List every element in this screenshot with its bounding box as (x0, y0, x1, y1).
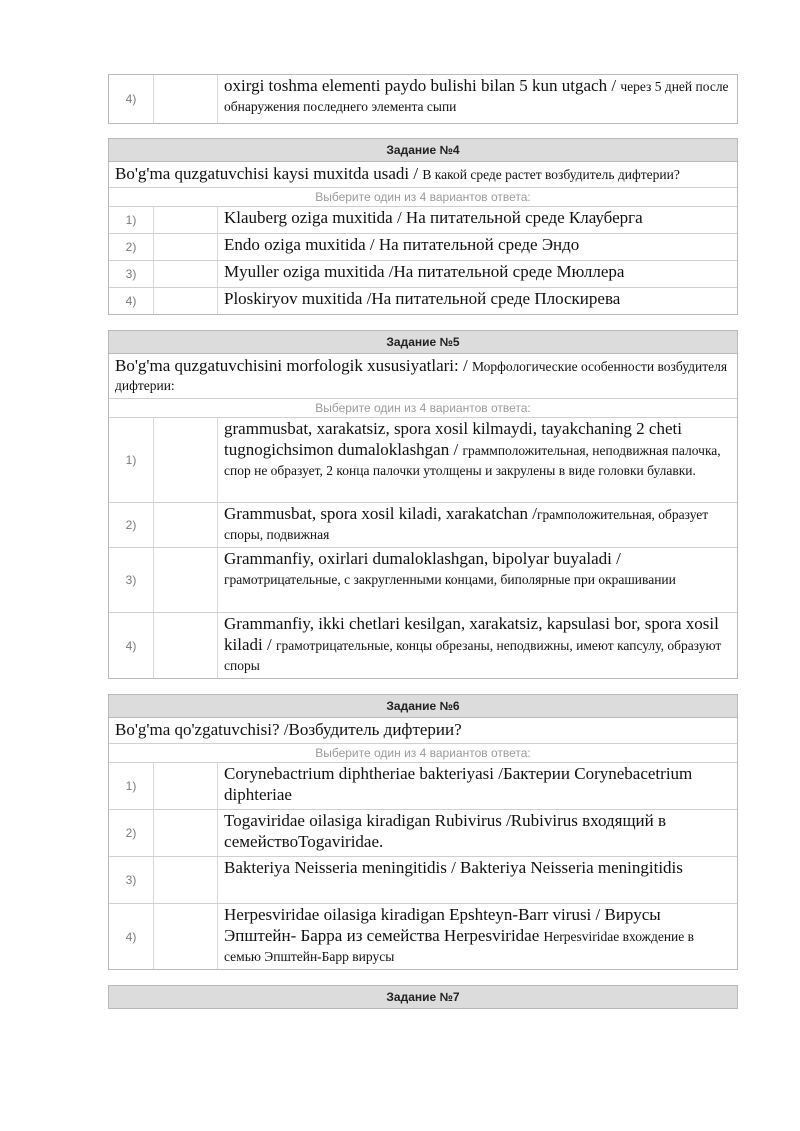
answer-text: Endo oziga muxitida / На питательной среде Эндо (224, 235, 580, 254)
answer-number: 3) (125, 267, 137, 281)
task-4-table (108, 138, 738, 315)
answer-text: oxirgi toshma elementi paydo bulishi bilan 5 kun utgach / через 5 дней после обнаружения последнего элемента сыпи (224, 76, 729, 114)
answer-text: Grammusbat, spora xosil kiladi, xarakatchan /грамположительная, образует споры, подвижная (224, 504, 709, 542)
question-text: Bo'g'ma qo'zgatuvchisi? /Возбудитель дифтерии? (109, 718, 737, 744)
answer-row[interactable] (109, 234, 737, 261)
answer-row[interactable] (109, 261, 737, 288)
answer-main: oxirgi toshma elementi paydo bulishi bilan 5 kun utgach (224, 76, 608, 95)
answer-select-cell[interactable] (153, 75, 218, 123)
task-header: Задание №5 (109, 331, 737, 354)
question-text: Bo'g'ma quzgatuvchisini morfologik xususiyatlari: / Морфологические особенности возбудителя дифтерии: (109, 354, 737, 399)
answer-row[interactable] (109, 418, 737, 503)
answer-select-cell[interactable] (153, 288, 218, 314)
answer-number: 3) (125, 873, 137, 887)
answer-number: 2) (125, 240, 137, 254)
answer-text: Myuller oziga muxitida /На питательной среде Мюллера (224, 262, 625, 281)
task-7-table (108, 985, 738, 1009)
answer-row[interactable] (109, 75, 737, 123)
answer-row[interactable] (109, 503, 737, 548)
answer-select-cell[interactable] (153, 613, 218, 678)
answer-text: Klauberg oziga muxitida / На питательной среде Клауберга (224, 208, 643, 227)
answer-select-cell[interactable] (153, 763, 218, 809)
answer-hint: Выберите один из 4 вариантов ответа: (109, 399, 737, 418)
answer-number: 1) (125, 213, 137, 227)
answer-row[interactable] (109, 857, 737, 904)
answer-select-cell[interactable] (153, 418, 218, 502)
answer-row[interactable] (109, 763, 737, 810)
answer-number: 1) (125, 453, 137, 467)
answer-text: grammusbat, xarakatsiz, spora xosil kilmaydi, tayakchaning 2 cheti tugnogichsimon dumaloklashgan / граммположительная, неподвижная палочка, спор не образует, 2 конца палочки утолщены и закрулены в виде головки булавки. (224, 419, 721, 478)
answer-row[interactable] (109, 207, 737, 234)
answer-row[interactable] (109, 904, 737, 969)
answer-select-cell[interactable] (153, 261, 218, 287)
answer-text: Ploskiryov muxitida /На питательной среде Плоскирева (224, 289, 621, 308)
task-6-table (108, 694, 738, 970)
answer-text: Herpesviridae oilasiga kiradigan Epshteyn-Barr virusi / Вирусы Эпштейн- Барра из семейства Herpesviridae Herpesviridae вхождение в семью Эпштейн-Барр вирусы (224, 905, 695, 964)
answer-select-cell[interactable] (153, 904, 218, 969)
task-header: Задание №6 (109, 695, 737, 718)
answer-select-cell[interactable] (153, 810, 218, 856)
answer-hint: Выберите один из 4 вариантов ответа: (109, 188, 737, 207)
answer-text: Grammanfiy, oxirlari dumaloklashgan, bipolyar buyaladi / грамотрицательные, с закругленными концами, биполярные при окрашивании (224, 549, 676, 587)
answer-select-cell[interactable] (153, 857, 218, 903)
answer-text: Togaviridae oilasiga kiradigan Rubivirus /Rubivirus входящий в семействоTogaviridae. (224, 811, 667, 851)
answer-text: Corynebactrium diphtheriae bakteriyasi /Бактерии Corynebacetrium diphteriae (224, 764, 693, 804)
page (108, 74, 738, 1024)
answer-select-cell[interactable] (153, 234, 218, 260)
answer-number: 4) (125, 294, 137, 308)
answer-row[interactable] (109, 288, 737, 314)
answer-number: 1) (125, 779, 137, 793)
answer-select-cell[interactable] (153, 503, 218, 547)
prev-task-table (108, 74, 738, 124)
answer-text: Grammanfiy, ikki chetlari kesilgan, xarakatsiz, kapsulasi bor, spora xosil kiladi / грамотрицательные, концы обрезаны, неподвижны, имеют капсулу, образуют споры (224, 614, 722, 673)
task-header: Задание №7 (109, 986, 737, 1009)
answer-select-cell[interactable] (153, 548, 218, 612)
answer-number: 2) (125, 826, 137, 840)
answer-row[interactable] (109, 810, 737, 857)
answer-hint: Выберите один из 4 вариантов ответа: (109, 744, 737, 763)
answer-number: 3) (125, 573, 137, 587)
answer-row[interactable] (109, 548, 737, 613)
question-text: Bo'g'ma quzgatuvchisi kaysi muxitda usadi / В какой среде растет возбудитель дифтерии? (109, 162, 737, 188)
answer-number: 2) (125, 518, 137, 532)
answer-number: 4) (125, 638, 137, 653)
answer-row[interactable] (109, 613, 737, 678)
answer-ru: через 5 дней после обнаружения последнего элемента сыпи (224, 79, 729, 114)
task-5-table (108, 330, 738, 679)
answer-number: 4) (125, 929, 137, 944)
answer-number: 4) (125, 92, 137, 106)
answer-select-cell[interactable] (153, 207, 218, 233)
task-header: Задание №4 (109, 139, 737, 162)
answer-text: Bakteriya Neisseria meningitidis / Bakteriya Neisseria meningitidis (224, 858, 683, 877)
